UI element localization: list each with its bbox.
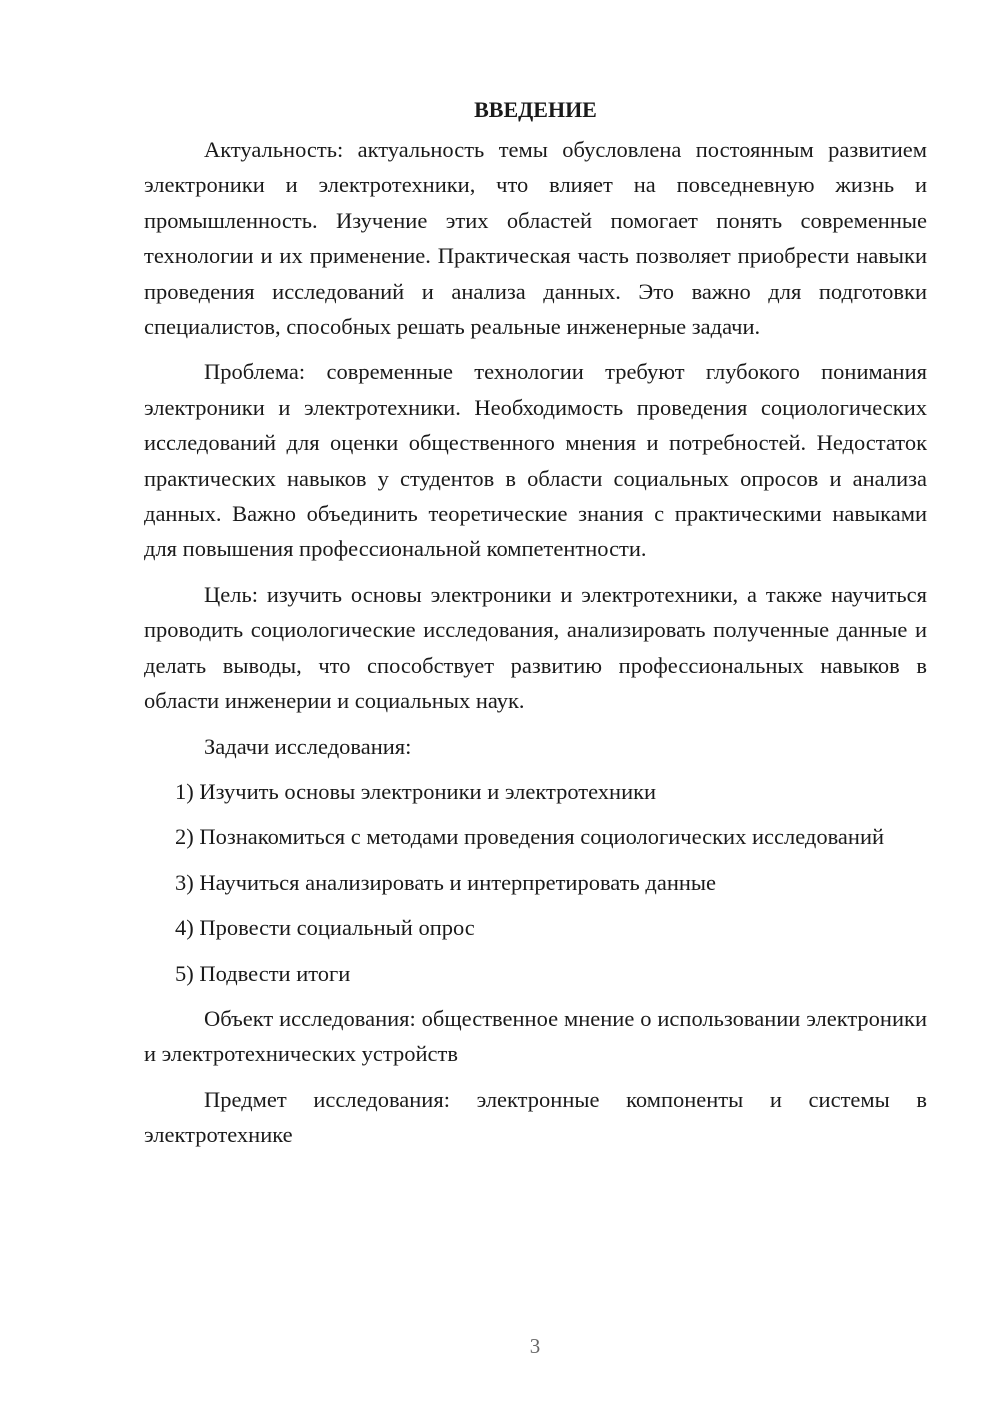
goal-paragraph: Цель: изучить основы электроники и электротехники, а также научиться проводить социологические исследования, анализировать полученные данные и делать выводы, что способствует развитию профессиональных навыков в области инженерии и социальных наук.	[144, 581, 927, 714]
page-content	[144, 92, 927, 1163]
task-item-3: 3) Научиться анализировать и интерпретировать данные	[175, 869, 717, 895]
task-item-4: 4) Провести социальный опрос	[175, 915, 475, 941]
research-object-paragraph: Объект исследования: общественное мнение о использовании электроники и электротехнических устройств	[144, 1005, 927, 1067]
task-item-2: 2) Познакомиться с методами проведения социологических исследований	[175, 824, 885, 850]
relevance-paragraph: Актуальность: актуальность темы обусловлена постоянным развитием электроники и электротехники, что влияет на повседневную жизнь и промышленность. Изучение этих областей помогает понять современные технологии и их применение. Практическая часть позволяет приобрести навыки проведения исследований и анализа данных. Это важно для подготовки специалистов, способных решать реальные инженерные задачи.	[144, 137, 927, 340]
research-subject-paragraph: Предмет исследования: электронные компоненты и системы в электротехнике	[144, 1086, 927, 1148]
task-item-5: 5) Подвести итоги	[175, 960, 351, 986]
problem-paragraph: Проблема: современные технологии требуют глубокого понимания электроники и электротехники. Необходимость проведения социологических исследований для оценки общественного мнения и потребностей. Недостаток практических навыков у студентов в области социальных опросов и анализа данных. Важно объединить теоретические знания с практическими навыками для повышения профессиональной компетентности.	[144, 359, 927, 562]
page-number: 3	[529, 1334, 541, 1358]
tasks-heading: Задачи исследования:	[204, 733, 412, 759]
task-item-1: 1) Изучить основы электроники и электротехники	[175, 778, 657, 804]
page-title: ВВЕДЕНИЕ	[474, 97, 597, 122]
